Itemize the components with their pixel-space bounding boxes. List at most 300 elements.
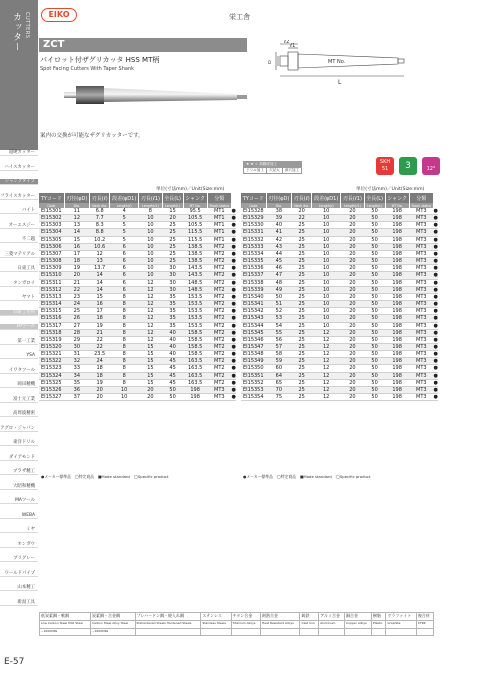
spec-cell: 35 — [64, 379, 90, 386]
material-mark — [371, 629, 385, 636]
product-code: EI15343 — [241, 315, 266, 322]
column-subheader: Length(ℓ) — [312, 203, 341, 208]
table-row — [39, 372, 236, 379]
table-row — [241, 372, 438, 379]
sidebar-item[interactable]: シャンクタイプ — [0, 179, 38, 185]
spec-cell: 198 — [385, 272, 409, 279]
table-row — [39, 229, 236, 236]
spec-cell: 15 — [90, 293, 110, 300]
spec-cell: 6 — [110, 272, 139, 279]
spec-cell: 50 — [364, 351, 385, 358]
stock-status-mark: ● — [433, 272, 438, 279]
spec-cell: 7.7 — [90, 215, 110, 222]
spec-cell: 6.8 — [90, 208, 110, 215]
spec-cell: MT3 — [409, 229, 433, 236]
spec-cell: 20 — [341, 208, 365, 215]
table-row — [39, 351, 236, 358]
stock-status-mark: ● — [433, 208, 438, 214]
table-row — [39, 386, 236, 393]
stock-status-mark: ● — [231, 265, 236, 272]
spec-cell: 198 — [385, 265, 409, 272]
spec-cell: 45 — [162, 358, 183, 365]
spec-cell: 198 — [385, 351, 409, 358]
stock-status-mark: ● — [433, 394, 438, 401]
product-code: EI15320 — [39, 343, 64, 350]
stock-status-mark: ● — [433, 236, 438, 243]
spec-cell: 25 — [162, 243, 183, 250]
spec-cell: 53 — [266, 315, 292, 322]
product-code: EI15336 — [241, 265, 266, 272]
table-row — [39, 215, 236, 222]
spec-cell: MT2 — [207, 365, 231, 372]
skh51-badge: SKH 51 — [376, 157, 394, 175]
spec-cell: MT2 — [207, 279, 231, 286]
sidebar-item[interactable]: 大昭和精機 — [0, 484, 38, 490]
spec-cell: 10 — [312, 308, 341, 315]
spec-cell: MT3 — [409, 365, 433, 372]
spec-cell: 198 — [385, 386, 409, 393]
sidebar-item[interactable]: 東洋ドリル — [0, 440, 38, 446]
label-d: D — [268, 60, 272, 65]
spec-cell: 198 — [385, 279, 409, 286]
spec-cell: 50 — [364, 372, 385, 379]
sidebar-item[interactable]: 不二越 — [0, 237, 38, 243]
spec-cell: 148.5 — [183, 279, 207, 286]
spec-cell: MT2 — [207, 336, 231, 343]
product-code: EI15308 — [39, 258, 64, 265]
spec-cell: MT3 — [409, 258, 433, 265]
spec-cell: 10.2 — [90, 236, 110, 243]
spec-cell: 20 — [341, 215, 365, 222]
spec-cell: 19 — [64, 265, 90, 272]
column-header: シャンク — [183, 193, 207, 203]
stock-status-mark: ● — [231, 236, 236, 243]
sidebar-item[interactable]: ブリグレー — [0, 556, 38, 562]
table-row — [39, 293, 236, 300]
spec-cell: 8 — [110, 322, 139, 329]
material-header: 樹脂 — [371, 613, 385, 621]
material-header-en: CFRP — [416, 621, 433, 629]
spec-cell: 54 — [266, 322, 292, 329]
sidebar-item[interactable]: 日東工具 — [0, 266, 38, 272]
sidebar-item[interactable]: 新潟工具 — [0, 600, 38, 606]
product-code: EI15338 — [241, 279, 266, 286]
spec-cell: 19 — [90, 379, 110, 386]
sidebar-item[interactable]: アグロ・ジャパン — [0, 426, 38, 432]
spec-cell: 105.5 — [183, 215, 207, 222]
tool-photo — [62, 80, 252, 120]
spec-cell: 95.5 — [183, 208, 207, 215]
spec-cell: MT3 — [207, 394, 231, 401]
sidebar-item[interactable]: ミヤ — [0, 527, 38, 533]
spec-cell: 10 — [312, 279, 341, 286]
spec-cell: 143.5 — [183, 265, 207, 272]
stock-status-mark: ● — [433, 301, 438, 308]
spec-cell: 10.6 — [90, 243, 110, 250]
spec-cell: 20 — [341, 343, 365, 350]
stock-status-mark: ● — [433, 322, 438, 329]
material-mark: ~1600MPa — [90, 629, 135, 636]
table-row — [241, 286, 438, 293]
eiko-logo: EIKO — [41, 8, 77, 22]
spec-cell: 50 — [364, 293, 385, 300]
spec-cell: 20 — [341, 250, 365, 257]
table-row — [39, 243, 236, 250]
spec-cell: MT3 — [409, 236, 433, 243]
spec-cell: 10 — [312, 215, 341, 222]
spec-cell: 8 — [110, 365, 139, 372]
spec-cell: 64 — [266, 372, 292, 379]
stock-status-mark: ● — [231, 293, 236, 300]
label-l2: ℓ2 — [284, 40, 290, 45]
spec-cell: 13.7 — [90, 265, 110, 272]
spec-cell: 20 — [341, 222, 365, 229]
stock-status-mark: ● — [231, 365, 236, 372]
spec-cell: 12 — [312, 351, 341, 358]
spec-cell: 12 — [312, 379, 341, 386]
spec-cell: 27 — [64, 322, 90, 329]
table-row — [241, 272, 438, 279]
product-code: EI15327 — [39, 394, 64, 401]
spec-cell: MT1 — [207, 236, 231, 243]
table-row — [241, 358, 438, 365]
pilot — [64, 92, 76, 98]
product-code: EI15344 — [241, 322, 266, 329]
table-row — [39, 208, 236, 215]
stock-status-mark: ● — [231, 286, 236, 293]
material-header: チタン合金 — [231, 613, 261, 621]
spec-cell: 20 — [341, 315, 365, 322]
sidebar-item[interactable]: FPツール — [0, 324, 38, 330]
spec-cell: 10 — [110, 386, 139, 393]
column-subheader: Length(ℓ) — [110, 203, 139, 208]
spec-cell: 153.5 — [183, 293, 207, 300]
table-row — [241, 365, 438, 372]
table-row — [39, 343, 236, 350]
spec-cell: 25 — [292, 365, 312, 372]
spec-cell: 20 — [64, 272, 90, 279]
product-code: EI15303 — [39, 222, 64, 229]
spec-cell: 20 — [341, 329, 365, 336]
sidebar-item[interactable]: オンガウ — [0, 542, 38, 548]
spec-cell: 38 — [266, 208, 292, 215]
sidebar-item[interactable]: 富士元工業 — [0, 397, 38, 403]
spec-cell: 25 — [292, 272, 312, 279]
spec-cell: MT1 — [207, 229, 231, 236]
spec-cell: 25 — [162, 229, 183, 236]
sidebar-item[interactable]: 高周波精密 — [0, 411, 38, 417]
spec-cell: 198 — [385, 301, 409, 308]
spec-cell: 23 — [64, 293, 90, 300]
spec-cell: 50 — [364, 329, 385, 336]
spec-cell: 12 — [312, 329, 341, 336]
product-code: EI15326 — [39, 386, 64, 393]
spec-cell: 30 — [162, 265, 183, 272]
material-marks-row — [40, 629, 434, 636]
product-code: EI15307 — [39, 250, 64, 257]
sidebar-item[interactable]: ブラザ精工 — [0, 469, 38, 475]
spec-cell: MT1 — [207, 208, 231, 215]
spec-cell: 50 — [364, 272, 385, 279]
stock-status-mark: ● — [231, 250, 236, 257]
sidebar-item[interactable]: 第一工業 — [0, 339, 38, 345]
material-header: 耐熱合金 — [261, 613, 300, 621]
spec-cell: 115.5 — [183, 229, 207, 236]
table-row — [241, 222, 438, 229]
spec-cell: 20 — [162, 215, 183, 222]
spec-cell: 25 — [292, 343, 312, 350]
spec-cell: 198 — [385, 208, 409, 215]
spec-cell: 12 — [139, 286, 163, 293]
product-code: EI15330 — [241, 222, 266, 229]
spec-cell: 51 — [266, 301, 292, 308]
table-row — [39, 236, 236, 243]
spec-cell: 25 — [292, 265, 312, 272]
product-description: 案内の交換が可能なザグリカッターです。 — [40, 133, 144, 139]
table-row — [241, 250, 438, 257]
spec-cell: 40 — [162, 351, 183, 358]
spec-cell: 20 — [341, 272, 365, 279]
product-code: EI15340 — [241, 293, 266, 300]
units-right: 単位(寸法mm)／Unit(Size:mm) — [356, 187, 425, 192]
product-code: EI15323 — [39, 365, 64, 372]
stock-status-mark: ● — [231, 343, 236, 350]
spec-cell: 10 — [312, 258, 341, 265]
sidebar-item[interactable]: 三菱マテリアル — [0, 252, 38, 258]
column-subheader: MT No. — [385, 203, 409, 208]
spec-cell: 198 — [385, 215, 409, 222]
spec-cell: 20 — [292, 208, 312, 215]
spec-cell: 50 — [364, 315, 385, 322]
product-code: EI15324 — [39, 372, 64, 379]
spec-cell: 10 — [139, 265, 163, 272]
spec-cell: 14 — [90, 279, 110, 286]
spec-cell: 25 — [292, 329, 312, 336]
column-header: TYコード — [39, 193, 64, 203]
sidebar-item[interactable]: ハイスカッター — [0, 165, 38, 171]
column-header: 刃長(ℓ1) — [139, 193, 163, 203]
sidebar-item[interactable]: ヤマト — [0, 295, 38, 301]
spec-cell: 18 — [90, 372, 110, 379]
spec-cell: 12 — [139, 315, 163, 322]
spec-cell: 13 — [64, 222, 90, 229]
table-row — [241, 229, 438, 236]
material-mark — [201, 629, 231, 636]
spec-cell: 50 — [364, 336, 385, 343]
spec-cell: MT3 — [409, 358, 433, 365]
stock-status-mark: ● — [231, 301, 236, 308]
spec-cell: MT3 — [409, 208, 433, 215]
spec-cell: 11 — [64, 208, 90, 215]
product-title-en: Spot Facing Cutters With Taper Shank — [40, 66, 135, 72]
stock-status-mark: ● — [231, 379, 236, 386]
stock-status-mark: ● — [433, 279, 438, 286]
spec-cell: 22 — [292, 215, 312, 222]
spec-cell: 158.5 — [183, 336, 207, 343]
spec-cell: 20 — [90, 386, 110, 393]
table-row — [241, 301, 438, 308]
product-code: EI15309 — [39, 265, 64, 272]
product-code: EI15302 — [39, 215, 64, 222]
sidebar-item[interactable]: フライスカッター — [0, 194, 38, 200]
spec-cell: 8 — [110, 315, 139, 322]
table-row — [39, 308, 236, 315]
spec-cell: 35 — [162, 301, 183, 308]
column-subheader: Code — [39, 203, 64, 208]
spec-cell: 12 — [139, 329, 163, 336]
product-code: EI15345 — [241, 329, 266, 336]
spec-cell: 10 — [312, 286, 341, 293]
spec-cell: 15 — [139, 358, 163, 365]
spec-cell: 22 — [90, 343, 110, 350]
spec-cell: 35 — [162, 315, 183, 322]
spec-cell: MT3 — [409, 286, 433, 293]
spec-cell: 10 — [312, 272, 341, 279]
table-row — [241, 258, 438, 265]
product-code: EI15333 — [241, 243, 266, 250]
spec-cell: 158.5 — [183, 351, 207, 358]
grade-table — [243, 161, 302, 174]
spec-cell: 25 — [292, 286, 312, 293]
stock-status-mark: ● — [433, 365, 438, 372]
spec-cell: 8 — [110, 343, 139, 350]
spec-cell: 12 — [312, 372, 341, 379]
column-subheader: Length(ℓ1) — [341, 203, 365, 208]
spec-cell: 10 — [312, 222, 341, 229]
table-row — [39, 336, 236, 343]
spec-cell: 10 — [312, 208, 341, 215]
spec-cell: 50 — [364, 322, 385, 329]
spec-cell: 5 — [110, 222, 139, 229]
spec-cell: 50 — [364, 222, 385, 229]
spec-cell: 40 — [266, 222, 292, 229]
spec-cell: 13 — [90, 258, 110, 265]
sidebar-item[interactable]: オーエスジー — [0, 223, 38, 229]
spec-cell: 14 — [64, 229, 90, 236]
spec-cell: 10 — [312, 243, 341, 250]
spec-cell: MT2 — [207, 250, 231, 257]
table-row — [241, 386, 438, 393]
spec-cell: 30 — [162, 279, 183, 286]
model-code: ZCT — [43, 39, 65, 50]
spec-cell: 36 — [64, 386, 90, 393]
product-title-ja: パイロット付ザグリカッタ HSS MT柄 — [40, 56, 160, 64]
sidebar-category-en: CUTTERS — [24, 12, 30, 39]
stock-status-mark: ● — [231, 358, 236, 365]
spec-cell: 10 — [139, 229, 163, 236]
spec-cell: 20 — [341, 365, 365, 372]
product-code: EI15354 — [241, 394, 266, 401]
spec-cell: 10 — [312, 293, 341, 300]
stock-status-mark: ● — [231, 222, 236, 229]
sidebar-item[interactable]: WEBA — [0, 513, 38, 519]
spec-cell: 8.3 — [90, 222, 110, 229]
sidebar-item[interactable]: タンガロイ — [0, 281, 38, 287]
sidebar-item[interactable]: ワールドパイプ — [0, 571, 38, 577]
spec-cell: MT2 — [207, 301, 231, 308]
sidebar-item[interactable]: 山本精工 — [0, 585, 38, 591]
spec-cell: 50 — [364, 265, 385, 272]
spec-cell: 25 — [292, 293, 312, 300]
spec-cell: 8.8 — [90, 229, 110, 236]
stock-status-mark: ● — [231, 394, 236, 401]
spec-cell: 8 — [139, 208, 163, 215]
spec-cell: 6 — [110, 286, 139, 293]
spec-cell: 25 — [292, 322, 312, 329]
stock-status-mark: ● — [231, 272, 236, 279]
cutter-head — [76, 86, 104, 104]
product-code: EI15317 — [39, 322, 64, 329]
stock-status-mark: ● — [433, 293, 438, 300]
column-subheader: Neck dia. — [292, 203, 312, 208]
material-header-en: Aluminum — [319, 621, 345, 629]
spec-cell: 198 — [385, 329, 409, 336]
spec-cell: 18 — [64, 258, 90, 265]
table-row — [241, 343, 438, 350]
spec-cell: 14 — [90, 272, 110, 279]
sidebar-item[interactable]: ダイアモンド — [0, 455, 38, 461]
spec-cell: MT2 — [207, 308, 231, 315]
column-subheader: Stock status — [207, 203, 231, 208]
spec-cell: MT3 — [409, 386, 433, 393]
sidebar-item[interactable]: バイト — [0, 208, 38, 214]
stock-status-mark: ● — [231, 243, 236, 250]
spec-cell: 10 — [110, 394, 139, 401]
spec-cell: MT2 — [207, 258, 231, 265]
table-row — [39, 365, 236, 372]
sidebar-item[interactable]: イワタツール — [0, 368, 38, 374]
spec-cell: 198 — [385, 243, 409, 250]
spec-cell: 23.5 — [90, 351, 110, 358]
spec-cell: 41 — [266, 229, 292, 236]
spec-cell: 10 — [312, 250, 341, 257]
spec-cell: 198 — [385, 394, 409, 401]
spec-cell: 20 — [341, 351, 365, 358]
material-header: アルミ合金 — [319, 613, 345, 621]
spec-cell: 50 — [364, 243, 385, 250]
spec-cell: 31 — [64, 351, 90, 358]
spec-cell: 12 — [312, 394, 341, 401]
sidebar-item[interactable]: YSA — [0, 353, 38, 359]
sidebar-item[interactable]: 超硬カッター — [0, 150, 38, 156]
sidebar-item[interactable]: 岡田精機 — [0, 382, 38, 388]
spec-cell: 32 — [64, 358, 90, 365]
stock-status-mark: ● — [433, 329, 438, 336]
spec-cell: MT3 — [409, 222, 433, 229]
stock-status-mark: ● — [433, 215, 438, 222]
spec-cell: 198 — [385, 258, 409, 265]
spec-cell: 138.5 — [183, 258, 207, 265]
product-code: EI15318 — [39, 329, 64, 336]
sidebar-item[interactable]: 日研工作所 — [0, 310, 38, 316]
spec-cell: 198 — [385, 358, 409, 365]
spec-cell: 138.5 — [183, 243, 207, 250]
column-header: 全長(L) — [162, 193, 183, 203]
spec-cell: 16 — [90, 301, 110, 308]
spec-cell: 12 — [139, 301, 163, 308]
spec-cell: 6 — [110, 243, 139, 250]
spec-cell: 10 — [312, 301, 341, 308]
spec-cell: 50 — [364, 394, 385, 401]
sidebar-item[interactable]: MAツール — [0, 498, 38, 504]
material-header: 低炭素鋼・軟鋼 — [40, 613, 91, 621]
product-code: EI15350 — [241, 365, 266, 372]
product-code: EI15334 — [241, 250, 266, 257]
table-row — [241, 279, 438, 286]
spec-cell: 50 — [364, 358, 385, 365]
spec-cell: MT3 — [409, 243, 433, 250]
product-code: EI15353 — [241, 386, 266, 393]
